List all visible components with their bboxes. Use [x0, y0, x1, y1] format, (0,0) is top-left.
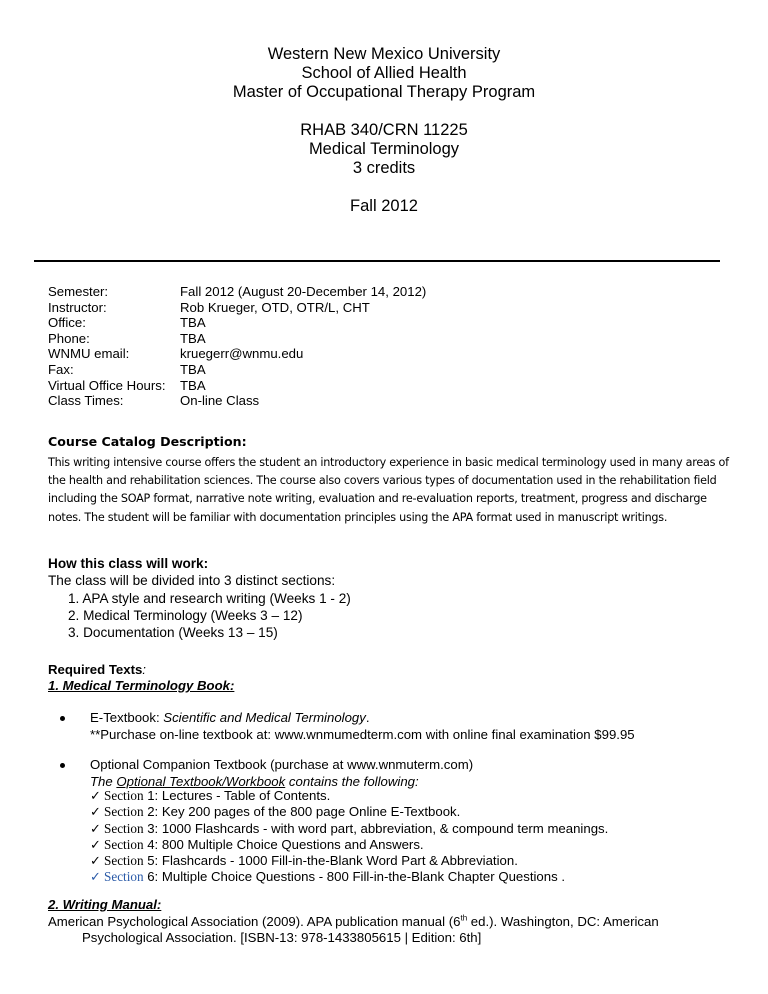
info-row: WNMU email: kruegerr@wnmu.edu — [48, 346, 304, 362]
required-texts-heading: Required Texts: — [48, 662, 146, 677]
list-item: 3. Documentation (Weeks 13 – 15) — [68, 625, 278, 640]
info-row: Office: TBA — [48, 315, 206, 331]
info-row: Phone: TBA — [48, 330, 206, 346]
how-class-works-heading: How this class will work: — [48, 556, 209, 571]
course-code: RHAB 340/CRN 11225 — [300, 121, 468, 139]
program-name: Master of Occupational Therapy Program — [232, 83, 536, 101]
list-item: ✓ Section 6: Multiple Choice Questions - 800 Fill-in-the-Blank Chapter Questions . — [90, 869, 566, 885]
catalog-description: This writing intensive course offers the student an introductory experience in basic medical terminology used in many areas of the health and rehabilitation sciences. The course also covers various types of documentation used in the rehabilitation field including the SOAP format, narrative note writing, evaluation and re-evaluation reports, treatment, progress and discharge notes. The student will be familiar with documentation principles using the APA format used in manuscript writings. — [48, 456, 729, 524]
document-header — [0, 45, 768, 216]
info-row: Class Times: On-line Class — [48, 393, 260, 409]
textbook-title: Scientific and Medical Terminology — [163, 710, 366, 725]
checkmark-icon: ✓ — [90, 820, 102, 836]
info-row: Virtual Office Hours: TBA — [48, 377, 206, 393]
checkmark-icon: ✓ — [90, 836, 102, 852]
list-item: ✓ Section 2: Key 200 pages of the 800 page Online E-Textbook. — [90, 804, 461, 820]
writing-manual-heading: 2. Writing Manual: — [48, 897, 162, 912]
course-term: Fall 2012 — [350, 197, 418, 215]
checkmark-icon: ✓ — [90, 869, 102, 885]
info-row: Fax: TBA — [48, 361, 206, 377]
checkmark-icon: ✓ — [90, 853, 102, 869]
instructor-email: kruegerr@wnmu.edu — [180, 346, 304, 362]
list-item: ✓ Section 3: 1000 Flashcards - with word part, abbreviation, & compound term meanings. — [90, 820, 609, 836]
list-item: 1. APA style and research writing (Weeks 1 - 2) — [68, 591, 351, 606]
header-divider — [34, 260, 720, 262]
list-item: ✓ Section 1: Lectures - Table of Contents. — [90, 788, 331, 803]
list-item: ✓ Section 4: 800 Multiple Choice Questions and Answers. — [90, 836, 424, 852]
catalog-heading: Course Catalog Description: — [48, 434, 247, 449]
medical-terminology-book-heading: 1. Medical Terminology Book: — [48, 678, 235, 693]
checkmark-icon: ✓ — [90, 788, 102, 803]
info-row: Semester: Fall 2012 (August 20-December 14, 2012) — [48, 284, 427, 299]
how-class-works-intro: The class will be divided into 3 distinct sections: — [48, 573, 336, 588]
school-name: School of Allied Health — [301, 64, 467, 82]
course-info-table — [48, 284, 426, 409]
etextbook-purchase-note: **Purchase on-line textbook at: www.wnmumedterm.com with online final examination $99.95 — [90, 726, 635, 742]
bullet-icon — [60, 716, 65, 721]
course-name: Medical Terminology — [308, 140, 460, 158]
etextbook-bullet: E-Textbook: Scientific and Medical Terminology. **Purchase on-line textbook at: www.wnmumedterm.com with online final examination $99.95 — [60, 710, 635, 743]
writing-manual-citation: American Psychological Association (2009). APA publication manual (6th ed.). Washington, DC: American Psychological Association. [ISBN-13: 978-1433805615 | Edition: 6th] — [48, 913, 659, 946]
list-item: ✓ Section 5: Flashcards - 1000 Fill-in-the-Blank Word Part & Abbreviation. — [90, 853, 518, 869]
list-item: 2. Medical Terminology (Weeks 3 – 12) — [68, 608, 303, 623]
info-row: Instructor: Rob Krueger, OTD, OTR/L, CHT — [48, 299, 370, 315]
class-sections-list — [48, 590, 351, 641]
course-credits: 3 credits — [352, 159, 416, 177]
companion-textbook-bullet: Optional Companion Textbook (purchase at www.wnmuterm.com) The Optional Textbook/Workbook contains the following: — [60, 757, 473, 790]
workbook-contents-list — [90, 788, 608, 886]
university-name: Western New Mexico University — [267, 45, 501, 63]
checkmark-icon: ✓ — [90, 804, 102, 820]
bullet-icon — [60, 763, 65, 768]
